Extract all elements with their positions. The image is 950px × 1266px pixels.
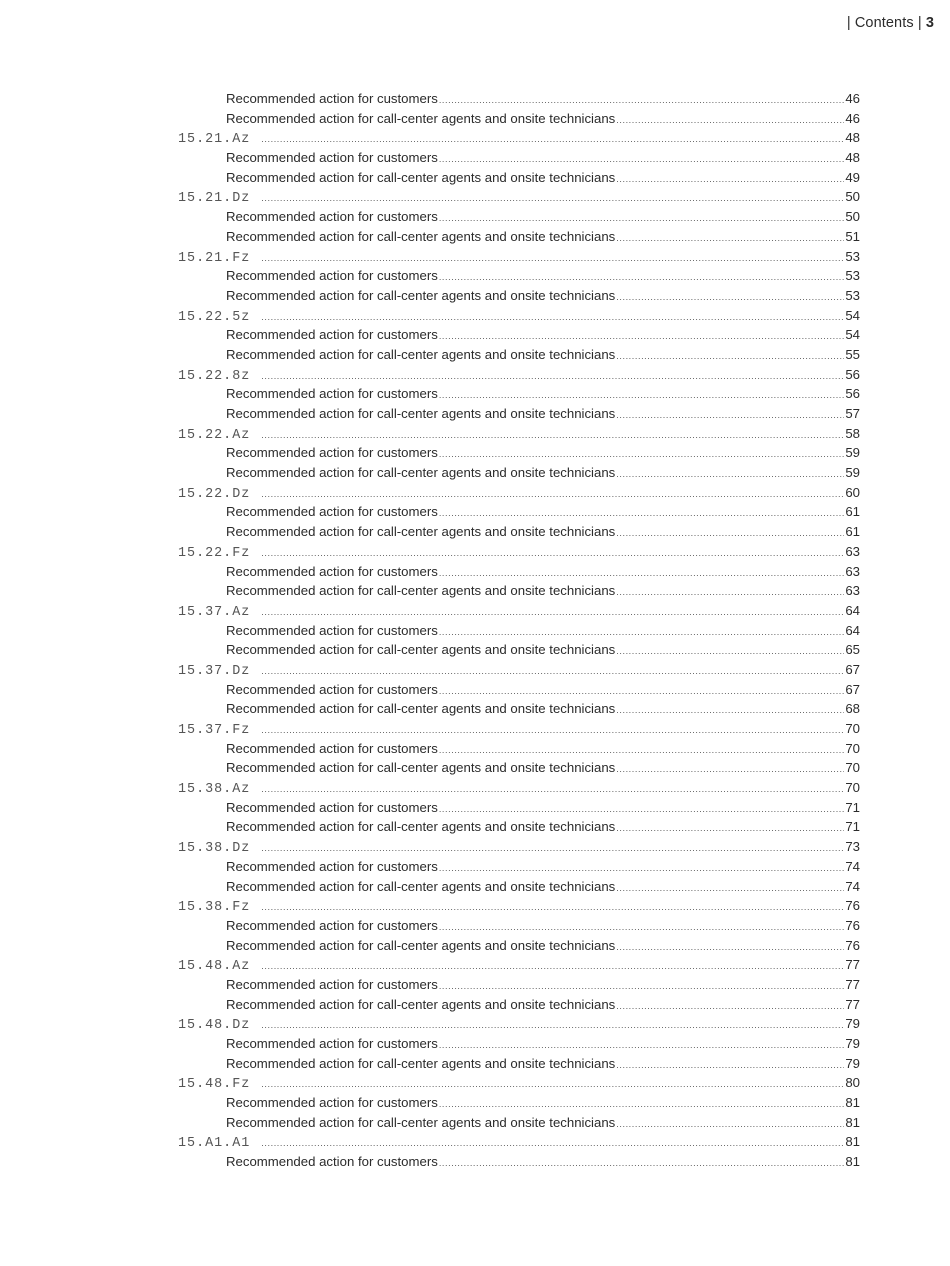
- toc-entry-page-number[interactable]: 46: [845, 91, 860, 106]
- toc-entry-title[interactable]: Recommended action for call-center agents and onsite technicians: [226, 819, 616, 835]
- toc-entry-title[interactable]: Recommended action for call-center agents and onsite technicians: [226, 642, 616, 658]
- toc-subsection-entry[interactable]: [178, 739, 860, 759]
- toc-subsection-entry[interactable]: [178, 581, 860, 601]
- toc-entry-page-number[interactable]: 70: [845, 721, 860, 736]
- toc-entry-title[interactable]: Recommended action for call-center agents and onsite technicians: [226, 465, 616, 481]
- toc-subsection-entry[interactable]: [178, 148, 860, 168]
- toc-section-entry[interactable]: [178, 247, 860, 267]
- toc-entry-page-number[interactable]: 67: [845, 681, 860, 697]
- toc-entry-title[interactable]: Recommended action for customers: [226, 504, 438, 520]
- toc-entry-title[interactable]: Recommended action for customers: [226, 681, 438, 697]
- toc-section-entry[interactable]: [178, 424, 860, 444]
- toc-entry-page-number[interactable]: 46: [845, 110, 860, 126]
- toc-dot-leader: [439, 1154, 845, 1174]
- toc-entry-title[interactable]: Recommended action for call-center agents and onsite technicians: [226, 110, 616, 126]
- toc-entry-page-number[interactable]: 76: [845, 898, 860, 914]
- toc-section-entry[interactable]: [178, 1073, 860, 1093]
- toc-dot-leader: [616, 760, 844, 780]
- toc-entry-page-number[interactable]: 77: [845, 957, 860, 973]
- toc-section-entry[interactable]: [178, 128, 860, 148]
- toc-subsection-entry[interactable]: [178, 916, 860, 936]
- toc-subsection-entry[interactable]: [178, 384, 860, 404]
- toc-entry-title[interactable]: Recommended action for customers: [226, 209, 438, 225]
- toc-section-entry[interactable]: [178, 719, 860, 739]
- toc-subsection-entry[interactable]: [178, 857, 860, 877]
- toc-entry-title[interactable]: 15.37.Fz: [178, 723, 251, 738]
- toc-subsection-entry[interactable]: [178, 680, 860, 700]
- toc-entry-page-number[interactable]: 74: [845, 878, 860, 894]
- toc-entry-page-number[interactable]: 59: [845, 445, 860, 461]
- toc-entry-title[interactable]: Recommended action for customers: [226, 799, 438, 815]
- toc-section-entry[interactable]: [178, 896, 860, 916]
- toc-entry-title[interactable]: 15.48.Az: [178, 959, 251, 975]
- toc-entry-title[interactable]: Recommended action for customers: [226, 1154, 438, 1170]
- page-header: [847, 15, 934, 31]
- toc-entry-page-number[interactable]: 77: [845, 976, 860, 992]
- toc-entry-page-number[interactable]: 53: [845, 287, 860, 303]
- toc-entry-title[interactable]: Recommended action for call-center agents and onsite technicians: [226, 524, 616, 540]
- toc-entry-title[interactable]: 15.38.Az: [178, 782, 251, 798]
- toc-section-entry[interactable]: [178, 483, 860, 503]
- toc-entry-page-number[interactable]: 60: [845, 484, 860, 500]
- toc-entry-title[interactable]: 15.22.Fz: [178, 545, 251, 561]
- toc-dot-leader: [616, 524, 844, 544]
- toc-entry-title[interactable]: Recommended action for customers: [226, 445, 438, 461]
- toc-section-entry[interactable]: [178, 1014, 860, 1034]
- toc-entry-title[interactable]: Recommended action for call-center agents and onsite technicians: [226, 406, 616, 421]
- toc-entry-title[interactable]: Recommended action for customers: [226, 740, 438, 756]
- toc-entry-page-number[interactable]: 70: [845, 760, 860, 776]
- toc-entry-page-number[interactable]: 73: [845, 839, 860, 855]
- toc-entry-title[interactable]: Recommended action for customers: [226, 917, 438, 933]
- toc-entry-title[interactable]: 15.22.5z: [178, 309, 251, 325]
- toc-subsection-entry[interactable]: [178, 798, 860, 818]
- toc-entry-title[interactable]: Recommended action for call-center agents and onsite technicians: [226, 937, 616, 953]
- toc-subsection-entry[interactable]: [178, 877, 860, 897]
- toc-dot-leader: [616, 879, 844, 899]
- toc-entry-page-number[interactable]: 59: [845, 465, 860, 481]
- toc-entry-title[interactable]: Recommended action for call-center agents and onsite technicians: [226, 1055, 616, 1071]
- toc-entry-title[interactable]: 15.48.Fz: [178, 1077, 251, 1093]
- toc-entry-title[interactable]: 15.37.Az: [178, 604, 251, 620]
- toc-entry-page-number[interactable]: 79: [845, 1016, 860, 1032]
- toc-dot-leader: [616, 819, 844, 839]
- toc-subsection-entry[interactable]: [178, 699, 860, 719]
- toc-entry-title[interactable]: Recommended action for customers: [226, 386, 438, 402]
- toc-subsection-entry[interactable]: [178, 562, 860, 582]
- toc-subsection-entry[interactable]: [178, 286, 860, 306]
- toc-entry-page-number[interactable]: 61: [845, 504, 860, 520]
- toc-entry-title[interactable]: Recommended action for call-center agents and onsite technicians: [226, 287, 616, 303]
- toc-entry-page-number[interactable]: 80: [845, 1075, 860, 1091]
- toc-section-entry[interactable]: [178, 601, 860, 621]
- toc-entry-title[interactable]: Recommended action for call-center agents and onsite technicians: [226, 878, 616, 894]
- toc-entry-title[interactable]: Recommended action for customers: [226, 150, 438, 166]
- toc-entry-page-number[interactable]: 56: [845, 386, 860, 402]
- toc-entry-page-number[interactable]: 70: [845, 780, 860, 796]
- toc-section-entry[interactable]: [178, 660, 860, 680]
- toc-entry-title[interactable]: Recommended action for call-center agents and onsite technicians: [226, 760, 616, 776]
- toc-subsection-entry[interactable]: [178, 1093, 860, 1113]
- toc-entry-page-number[interactable]: 79: [845, 1036, 860, 1051]
- toc-entry-page-number[interactable]: 71: [845, 819, 860, 835]
- toc-entry-page-number[interactable]: 63: [845, 563, 860, 579]
- toc-dot-leader: [616, 701, 844, 721]
- toc-entry-title[interactable]: 15.22.Az: [178, 427, 251, 443]
- toc-subsection-entry[interactable]: [178, 1034, 860, 1054]
- toc-dot-leader: [616, 406, 844, 426]
- toc-entry-page-number[interactable]: 67: [845, 661, 860, 677]
- toc-entry-title[interactable]: Recommended action for customers: [226, 268, 438, 284]
- toc-dot-leader: [616, 347, 844, 367]
- toc-dot-leader: [616, 583, 844, 603]
- toc-section-entry[interactable]: [178, 955, 860, 975]
- toc-entry-page-number[interactable]: 81: [845, 1154, 860, 1170]
- toc-entry-page-number[interactable]: 79: [845, 1055, 860, 1071]
- toc-subsection-entry[interactable]: [178, 463, 860, 483]
- toc-subsection-entry[interactable]: [178, 266, 860, 286]
- header-separator: |: [913, 15, 926, 31]
- toc-entry-page-number[interactable]: 61: [845, 524, 860, 540]
- toc-dot-leader: [616, 465, 844, 485]
- toc-entry-page-number[interactable]: 76: [845, 917, 860, 933]
- toc-entry-page-number[interactable]: 63: [845, 583, 860, 599]
- toc-entry-page-number[interactable]: 81: [845, 1134, 860, 1150]
- toc-entry-page-number[interactable]: 76: [845, 937, 860, 953]
- toc-dot-leader: [616, 170, 844, 190]
- toc-subsection-entry[interactable]: [178, 640, 860, 660]
- toc-subsection-entry[interactable]: [178, 621, 860, 641]
- toc-subsection-entry[interactable]: [178, 1152, 860, 1172]
- toc-entry-title[interactable]: 15.48.Dz: [178, 1018, 251, 1034]
- toc-subsection-entry[interactable]: [178, 325, 860, 345]
- toc-entry-title[interactable]: Recommended action for call-center agents and onsite technicians: [226, 583, 616, 599]
- toc-entry-page-number[interactable]: 56: [845, 366, 860, 382]
- toc-entry-page-number[interactable]: 58: [845, 425, 860, 441]
- toc-entry-title[interactable]: Recommended action for call-center agents and onsite technicians: [226, 169, 616, 185]
- toc-section-entry[interactable]: [178, 778, 860, 798]
- toc-section-entry[interactable]: [178, 365, 860, 385]
- toc-entry-page-number[interactable]: 50: [845, 189, 860, 205]
- toc-entry-page-number[interactable]: 63: [845, 543, 860, 559]
- page-number: 3: [925, 15, 934, 31]
- toc-subsection-entry[interactable]: [178, 936, 860, 956]
- toc-entry-title[interactable]: Recommended action for call-center agents and onsite technicians: [226, 701, 616, 717]
- toc-entry-title[interactable]: Recommended action for customers: [226, 1095, 438, 1111]
- toc-section-entry[interactable]: [178, 542, 860, 562]
- toc-entry-page-number[interactable]: 54: [845, 307, 860, 323]
- toc-entry-page-number[interactable]: 57: [845, 406, 860, 421]
- toc-entry-page-number[interactable]: 81: [845, 1114, 860, 1130]
- toc-section-entry[interactable]: [178, 187, 860, 207]
- toc-entry-page-number[interactable]: 64: [845, 622, 860, 638]
- toc-subsection-entry[interactable]: [178, 168, 860, 188]
- toc-entry-page-number[interactable]: 74: [845, 858, 860, 874]
- toc-entry-title[interactable]: Recommended action for customers: [226, 858, 438, 874]
- toc-entry-title[interactable]: 15.38.Fz: [178, 900, 251, 916]
- toc-dot-leader: [616, 642, 844, 662]
- toc-entry-page-number[interactable]: 54: [845, 327, 860, 343]
- toc-entry-page-number[interactable]: 53: [845, 248, 860, 264]
- toc-subsection-entry[interactable]: [178, 975, 860, 995]
- toc-entry-title[interactable]: Recommended action for call-center agents and onsite technicians: [226, 228, 616, 244]
- toc-subsection-entry[interactable]: [178, 443, 860, 463]
- toc-entry-page-number[interactable]: 48: [845, 130, 860, 146]
- toc-entry-title[interactable]: 15.A1.A1: [178, 1136, 251, 1152]
- toc-entry-title[interactable]: 15.21.Fz: [178, 250, 251, 266]
- toc-entry-page-number[interactable]: 71: [845, 799, 860, 815]
- toc-subsection-entry[interactable]: [178, 522, 860, 542]
- toc-entry-page-number[interactable]: 51: [845, 228, 860, 244]
- toc-entry-page-number[interactable]: 55: [845, 346, 860, 362]
- toc-entry-title[interactable]: Recommended action for customers: [226, 563, 438, 579]
- toc-dot-leader: [616, 229, 844, 249]
- toc-dot-leader: [616, 1115, 844, 1135]
- toc-subsection-entry[interactable]: [178, 89, 860, 109]
- toc-section-entry[interactable]: [178, 1132, 860, 1152]
- toc-section-entry[interactable]: [178, 837, 860, 857]
- toc-entry-title[interactable]: 15.37.Dz: [178, 663, 251, 679]
- header-section-label: Contents: [854, 15, 914, 31]
- toc-subsection-entry[interactable]: [178, 109, 860, 129]
- toc-entry-page-number[interactable]: 81: [845, 1095, 860, 1111]
- toc-entry-title[interactable]: 15.22.Dz: [178, 486, 251, 502]
- toc-entry-page-number[interactable]: 65: [845, 642, 860, 658]
- toc-subsection-entry[interactable]: [178, 995, 860, 1015]
- toc-entry-title[interactable]: Recommended action for customers: [226, 1036, 438, 1051]
- toc-dot-leader: [616, 997, 844, 1017]
- toc-subsection-entry[interactable]: [178, 758, 860, 778]
- header-separator: |: [846, 15, 855, 31]
- toc-subsection-entry[interactable]: [178, 1054, 860, 1074]
- toc-subsection-entry[interactable]: [178, 817, 860, 837]
- toc-entry-page-number[interactable]: 64: [845, 602, 860, 618]
- table-of-contents: [178, 89, 860, 1172]
- toc-dot-leader: [616, 938, 844, 958]
- toc-entry-title[interactable]: Recommended action for call-center agents and onsite technicians: [226, 346, 616, 362]
- toc-entry-title[interactable]: Recommended action for customers: [226, 91, 438, 106]
- toc-entry-title[interactable]: 15.21.Dz: [178, 191, 251, 207]
- toc-entry-page-number[interactable]: 48: [845, 150, 860, 166]
- toc-subsection-entry[interactable]: [178, 1113, 860, 1133]
- toc-subsection-entry[interactable]: [178, 502, 860, 522]
- toc-subsection-entry[interactable]: [178, 227, 860, 247]
- toc-entry-title[interactable]: Recommended action for call-center agents and onsite technicians: [226, 1114, 616, 1130]
- toc-entry-title[interactable]: 15.22.8z: [178, 368, 251, 384]
- toc-entry-page-number[interactable]: 49: [845, 169, 860, 185]
- toc-entry-page-number[interactable]: 50: [845, 209, 860, 225]
- toc-entry-title[interactable]: Recommended action for call-center agents and onsite technicians: [226, 996, 616, 1012]
- toc-subsection-entry[interactable]: [178, 345, 860, 365]
- toc-section-entry[interactable]: [178, 306, 860, 326]
- toc-entry-title[interactable]: Recommended action for customers: [226, 327, 438, 343]
- toc-dot-leader: [616, 1056, 844, 1076]
- toc-subsection-entry[interactable]: [178, 207, 860, 227]
- toc-entry-title[interactable]: 15.21.Az: [178, 132, 251, 148]
- toc-entry-page-number[interactable]: 53: [845, 268, 860, 284]
- toc-entry-page-number[interactable]: 77: [845, 996, 860, 1012]
- toc-entry-title[interactable]: Recommended action for customers: [226, 976, 438, 992]
- toc-subsection-entry[interactable]: [178, 404, 860, 424]
- toc-entry-title[interactable]: Recommended action for customers: [226, 622, 438, 638]
- toc-entry-title[interactable]: 15.38.Dz: [178, 841, 251, 857]
- toc-dot-leader: [616, 111, 844, 131]
- toc-entry-page-number[interactable]: 70: [845, 740, 860, 756]
- toc-entry-page-number[interactable]: 68: [845, 701, 860, 717]
- toc-dot-leader: [616, 288, 844, 308]
